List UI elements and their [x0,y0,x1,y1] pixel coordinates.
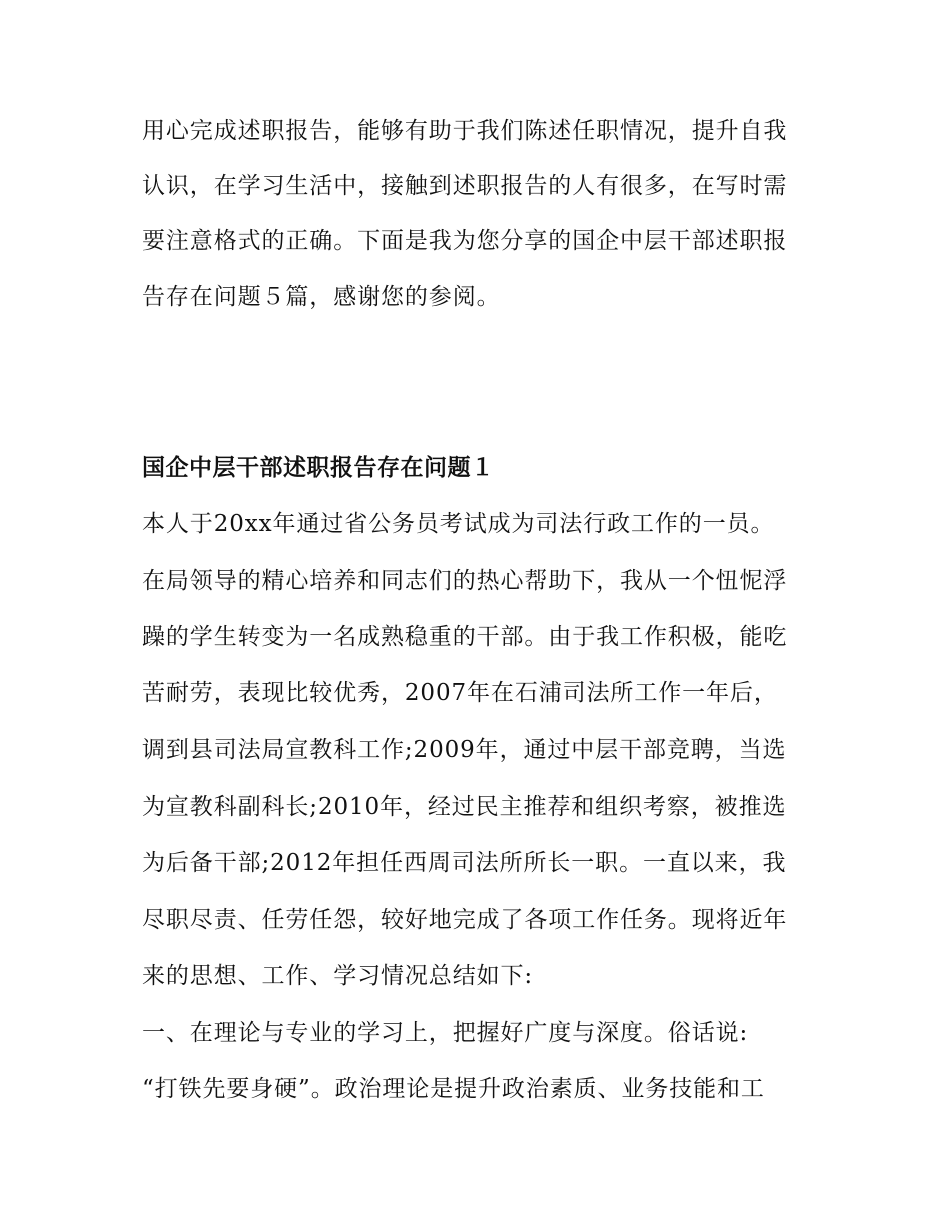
body-line-10: 一、在理论与专业的学习上，把握好广度与深度。俗话说: [142,1020,749,1046]
body-line-3: 躁的学生转变为一名成熟稳重的干部。由于我工作积极，能吃 [142,624,788,650]
body-line-9: 来的思想、工作、学习情况总结如下: [142,963,534,989]
body-line-5: 调到县司法局宣教科工作;2009年，通过中层干部竞聘，当选 [142,737,787,763]
intro-line-3: 要注意格式的正确。下面是我为您分享的国企中层干部述职报 [142,228,788,254]
body-line-2: 在局领导的精心培养和同志们的热心帮助下，我从一个忸怩浮 [142,568,788,594]
section-heading: 国企中层干部述职报告存在问题１ [142,455,495,481]
intro-line-2: 认识，在学习生活中，接触到述职报告的人有很多，在写时需 [142,173,788,199]
body-line-6: 为宣教科副科长;2010年，经过民主推荐和组织考察，被推选 [142,794,787,820]
body-line-1: 本人于20xx年通过省公务员考试成为司法行政工作的一员。 [142,511,775,537]
body-line-11: “打铁先要身硬”。政治理论是提升政治素质、业务技能和工 [142,1076,765,1102]
body-line-7: 为后备干部;2012年担任西周司法所所长一职。一直以来，我 [142,850,787,876]
intro-line-1: 用心完成述职报告，能够有助于我们陈述任职情况，提升自我 [142,118,788,144]
body-line-8: 尽职尽责、任劳任怨，较好地完成了各项工作任务。现将近年 [142,907,788,933]
body-line-4: 苦耐劳，表现比较优秀，2007年在石浦司法所工作一年后， [142,680,778,706]
intro-line-4: 告存在问题５篇，感谢您的参阅。 [142,284,501,310]
